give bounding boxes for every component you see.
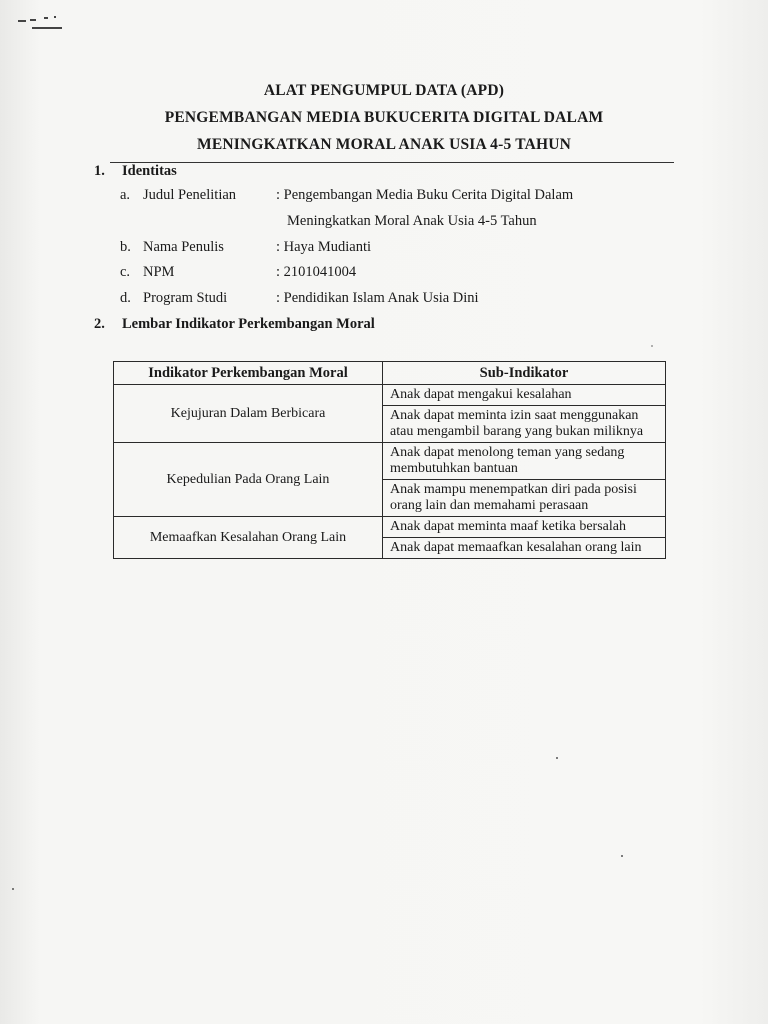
column-header-indikator: Indikator Perkembangan Moral [114, 362, 383, 385]
field-letter: d. [120, 290, 131, 306]
moral-indicator-table [113, 361, 666, 559]
field-value: : 2101041004 [276, 264, 357, 280]
scan-speck [621, 855, 623, 857]
indicator-cell: Kejujuran Dalam Berbicara [114, 385, 383, 443]
table-row [114, 443, 666, 480]
column-header-sub-indikator: Sub-Indikator [383, 362, 666, 385]
document-title: ALAT PENGUMPUL DATA (APD) [263, 82, 505, 99]
sub-indicator-cell: Anak dapat mengakui kesalahan [383, 385, 666, 406]
table-header-row [114, 362, 666, 385]
scan-speck [651, 345, 653, 347]
section-number: 2. [94, 316, 105, 332]
indicator-cell: Kepedulian Pada Orang Lain [114, 443, 383, 517]
field-label: Nama Penulis [143, 239, 224, 255]
scan-speck [556, 757, 558, 759]
field-value: : Pendidikan Islam Anak Usia Dini [276, 290, 479, 306]
sub-indicator-cell: Anak mampu menempatkan diri pada posisi orang lain dan memahami perasaan [383, 480, 666, 517]
field-letter: c. [120, 264, 131, 280]
field-value: : Pengembangan Media Buku Cerita Digital Dalam [276, 187, 574, 203]
field-value: : Haya Mudianti [276, 239, 372, 255]
document-subtitle-line-2: MENINGKATKAN MORAL ANAK USIA 4-5 TAHUN [196, 136, 572, 153]
field-letter: b. [120, 239, 131, 255]
field-label: Judul Penelitian [143, 187, 237, 203]
header-divider [110, 162, 674, 163]
document-subtitle-line-1: PENGEMBANGAN MEDIA BUKUCERITA DIGITAL DALAM [164, 109, 604, 126]
field-letter: a. [120, 187, 131, 203]
table-row [114, 385, 666, 406]
field-value-continued: Meningkatkan Moral Anak Usia 4-5 Tahun [287, 213, 537, 229]
sub-indicator-cell: Anak dapat meminta izin saat menggunakan atau mengambil barang yang bukan miliknya [383, 406, 666, 443]
sub-indicator-cell: Anak dapat menolong teman yang sedang membutuhkan bantuan [383, 443, 666, 480]
section-title: Lembar Indikator Perkembangan Moral [122, 316, 375, 332]
section-number: 1. [94, 163, 105, 179]
sub-indicator-cell: Anak dapat memaafkan kesalahan orang lain [383, 538, 666, 559]
sub-indicator-cell: Anak dapat meminta maaf ketika bersalah [383, 517, 666, 538]
scan-artifact [18, 14, 64, 32]
field-label: NPM [143, 264, 175, 280]
indicator-cell: Memaafkan Kesalahan Orang Lain [114, 517, 383, 559]
field-label: Program Studi [143, 290, 228, 306]
scan-speck [12, 888, 14, 890]
section-title: Identitas [122, 163, 177, 179]
table-row [114, 517, 666, 538]
